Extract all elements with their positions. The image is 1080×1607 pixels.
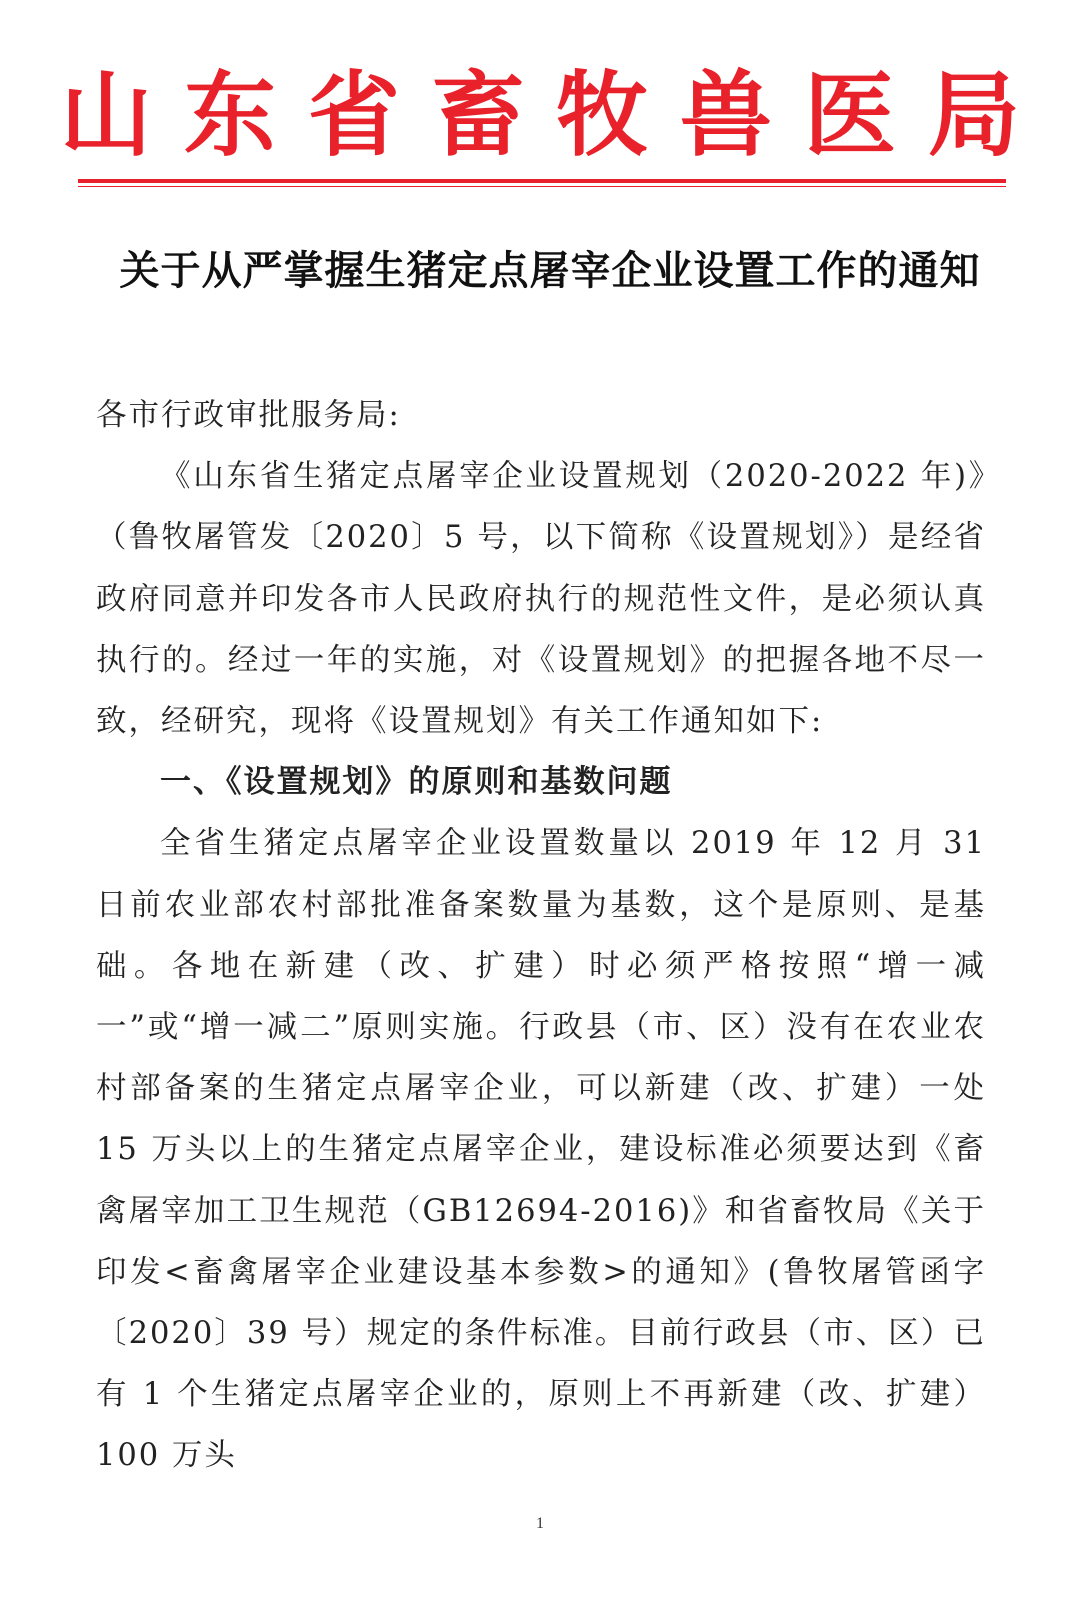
intro-paragraph: 《山东省生猪定点屠宰企业设置规划（2020-2022 年)》（鲁牧屠管发〔2020〕5 号，以下简称《设置规划》）是经省政府同意并印发各市人民政府执行的规范性文件，是必须认真执行的。经过一年的实施，对《设置规划》的把握各地不尽一致，经研究，现将《设置规划》有关工作通知如下: <box>96 459 986 740</box>
masthead-char: 省 <box>307 61 400 169</box>
masthead-char: 畜 <box>431 61 524 169</box>
page-number: 1 <box>536 1515 544 1532</box>
masthead-char: 局 <box>927 61 1020 169</box>
section-paragraph: 全省生猪定点屠宰企业设置数量以 2019 年 12 月 31 日前农业部农村部批准备案数量为基数，这个是原则、是基础。各地在新建（改、扩建）时必须严格按照“增一减一”或“增一减二”原则实施。行政县（市、区）没有在农业农村部备案的生猪定点屠宰企业，可以新建（改、扩建）一处 15 万头以上的生猪定点屠宰企业，建设标准必须要达到《畜禽屠宰加工卫生规范（GB12694-2016)》和省畜牧局《关于印发<畜禽屠宰企业建设基本参数>的通知》(鲁牧屠管函字〔2020〕39 号）规定的条件标准。目前行政县（市、区）已有 1 个生猪定点屠宰企业的，原则上不再新建（改、扩建）100 万头 <box>96 826 986 1474</box>
salutation: 各市行政审批服务局: <box>96 398 401 433</box>
document-body <box>96 385 986 1487</box>
masthead-char: 东 <box>183 61 276 169</box>
masthead-char: 兽 <box>679 61 772 169</box>
document-title: 关于从严掌握生猪定点屠宰企业设置工作的通知 <box>119 247 981 294</box>
masthead-char: 医 <box>803 61 896 169</box>
section-heading: 一、《设置规划》的原则和基数问题 <box>160 764 673 801</box>
masthead-divider <box>78 179 1006 183</box>
masthead-char: 山 <box>60 61 153 169</box>
masthead-char: 牧 <box>555 61 648 169</box>
masthead <box>60 55 1020 175</box>
masthead-divider-thin <box>78 186 1006 187</box>
